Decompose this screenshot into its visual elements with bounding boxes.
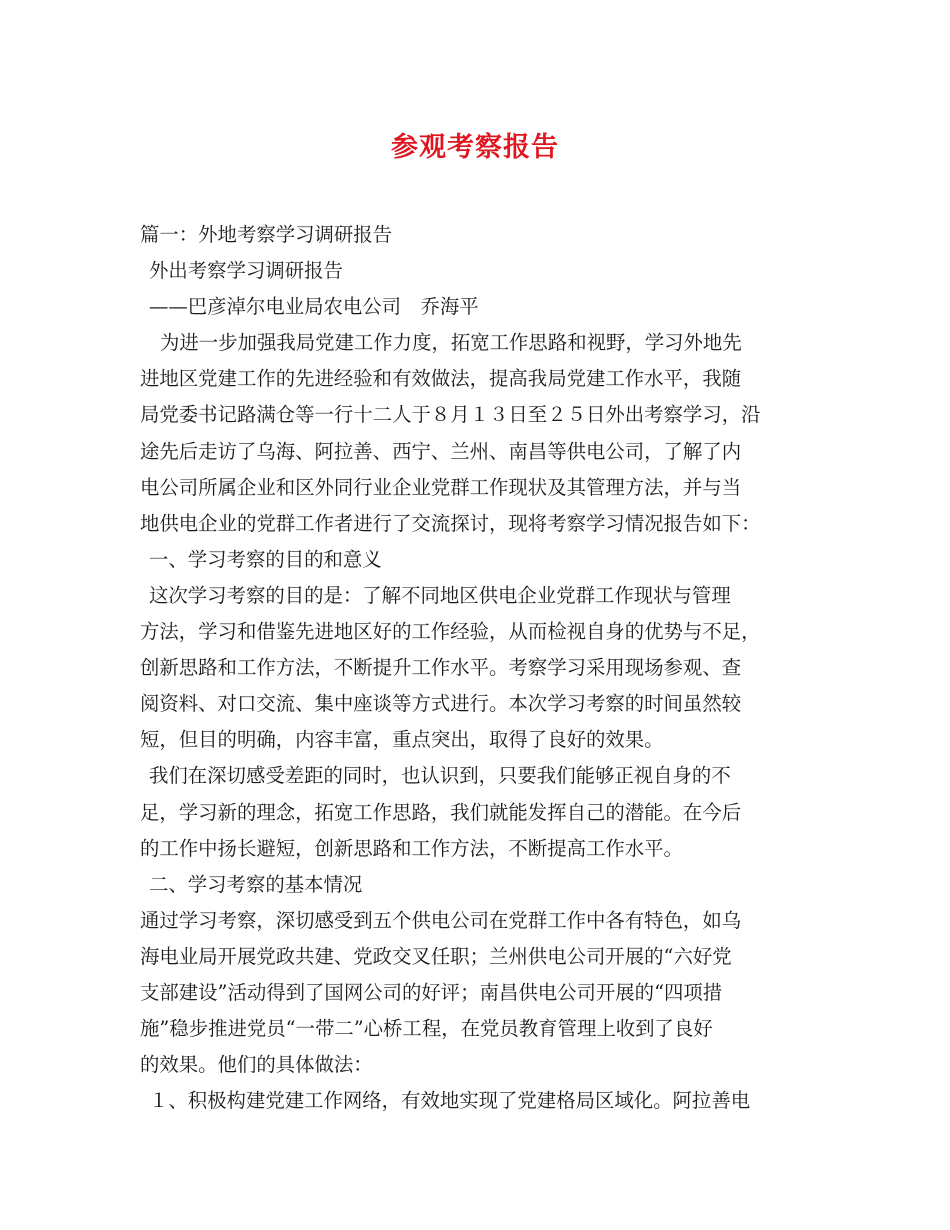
- paragraph-line: 途先后走访了乌海、阿拉善、西宁、兰州、南昌等供电公司，了解了内: [140, 439, 742, 463]
- paragraph-line: 阅资料、对口交流、集中座谈等方式进行。本次学习考察的时间虽然较: [140, 692, 742, 716]
- paragraph-line: 通过学习考察，深切感受到五个供电公司在党群工作中各有特色，如乌: [140, 908, 742, 932]
- report-author: ——巴彦淖尔电业局农电公司 乔海平: [149, 295, 479, 319]
- paragraph-line: 短，但目的明确，内容丰富，重点突出，取得了良好的效果。: [140, 728, 664, 752]
- paragraph-line: 海电业局开展党政共建、党政交叉任职；兰州供电公司开展的“六好党: [140, 944, 732, 968]
- section-heading: 篇一：外地考察学习调研报告: [140, 223, 393, 246]
- paragraph-line: 的工作中扬长避短，创新思路和工作方法，不断提高工作水平。: [140, 836, 683, 860]
- paragraph-line: 支部建设”活动得到了国网公司的好评；南昌供电公司开展的“四项措: [140, 980, 723, 1004]
- paragraph-line: 为进一步加强我局党建工作力度，拓宽工作思路和视野，学习外地先: [160, 331, 742, 355]
- document-body: [140, 217, 820, 1119]
- document-title: 参观考察报告: [391, 132, 559, 163]
- paragraph-line: 电公司所属企业和区外同行业企业党群工作现状及其管理方法，并与当: [140, 475, 742, 499]
- paragraph-line: 地供电企业的党群工作者进行了交流探讨，现将考察学习情况报告如下：: [140, 511, 761, 535]
- paragraph-line: 施”稳步推进党员“一带二”心桥工程，在党员教育管理上收到了良好: [140, 1017, 713, 1041]
- paragraph-line: 进地区党建工作的先进经验和有效做法，提高我局党建工作水平，我随: [140, 367, 742, 391]
- list-item: １、积极构建党建工作网络，有效地实现了党建格局区域化。阿拉善电: [149, 1089, 751, 1113]
- paragraph-line: 这次学习考察的目的是：了解不同地区供电企业党群工作现状与管理: [149, 583, 731, 607]
- paragraph-line: 局党委书记路满仓等一行十二人于８月１３日至２５日外出考察学习，沿: [140, 403, 761, 427]
- paragraph-line: 的效果。他们的具体做法：: [140, 1053, 373, 1077]
- section-heading: 二、学习考察的基本情况: [149, 872, 363, 896]
- paragraph-line: 方法，学习和借鉴先进地区好的工作经验，从而检视自身的优势与不足，: [140, 620, 761, 644]
- report-subtitle: 外出考察学习调研报告: [149, 259, 343, 283]
- paragraph-line: 足，学习新的理念，拓宽工作思路，我们就能发挥自己的潜能。在今后: [140, 800, 742, 824]
- paragraph-line: 创新思路和工作方法，不断提升工作水平。考察学习采用现场参观、查: [140, 656, 742, 680]
- section-heading: 一、学习考察的目的和意义: [149, 547, 382, 571]
- paragraph-line: 我们在深切感受差距的同时，也认识到，只要我们能够正视自身的不: [149, 764, 731, 788]
